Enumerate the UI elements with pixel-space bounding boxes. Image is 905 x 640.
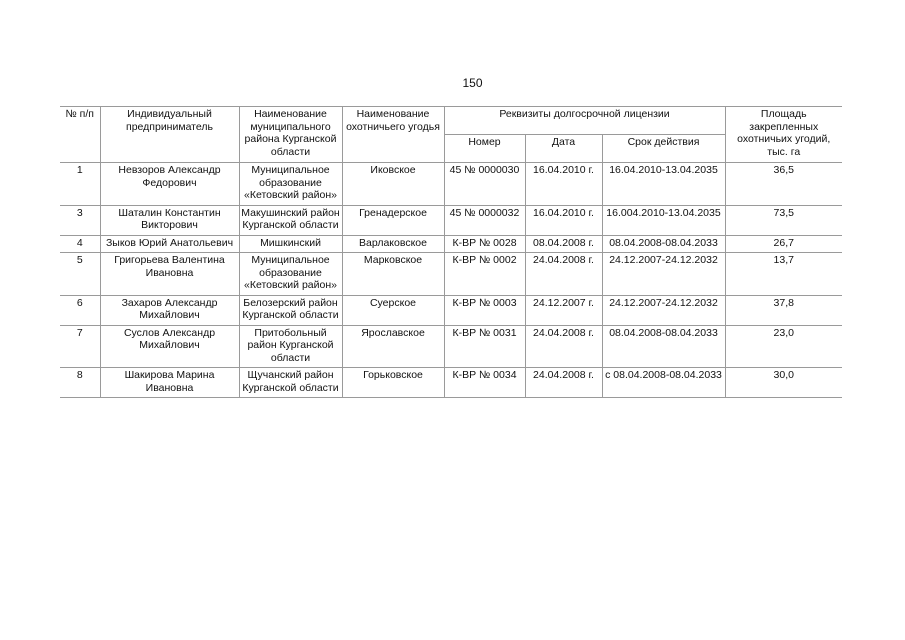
table-row: [60, 235, 842, 253]
cell-entrepreneur: Невзоров Александр Федорович: [100, 163, 239, 206]
cell-license-term: 16.04.2010-13.04.2035: [602, 163, 725, 206]
header-license-number: Номер: [444, 135, 525, 163]
cell-license-term: с 08.04.2008-08.04.2033: [602, 368, 725, 398]
table-row: [60, 295, 842, 325]
cell-license-date: 24.04.2008 г.: [525, 368, 602, 398]
cell-district: Мишкинский: [239, 235, 342, 253]
cell-num: 6: [60, 295, 100, 325]
cell-license-date: 24.12.2007 г.: [525, 295, 602, 325]
cell-entrepreneur: Зыков Юрий Анатольевич: [100, 235, 239, 253]
page-number: 150: [462, 76, 483, 90]
license-table: [60, 106, 842, 398]
cell-license-term: 08.04.2008-08.04.2033: [602, 325, 725, 368]
cell-num: 8: [60, 368, 100, 398]
cell-area: 30,0: [725, 368, 842, 398]
cell-entrepreneur: Захаров Александр Михайлович: [100, 295, 239, 325]
header-district: Наименование муниципального района Курганской области: [239, 107, 342, 163]
header-area: Площадь закрепленных охотничьих угодий, тыс. га: [725, 107, 842, 163]
cell-license-date: 24.04.2008 г.: [525, 253, 602, 296]
cell-license-date: 16.04.2010 г.: [525, 163, 602, 206]
cell-license-number: К-ВР № 0003: [444, 295, 525, 325]
cell-num: 5: [60, 253, 100, 296]
header-entrepreneur: Индивидуальный предприниматель: [100, 107, 239, 163]
cell-district: Макушинский район Курганской области: [239, 205, 342, 235]
table-row: [60, 205, 842, 235]
cell-license-date: 08.04.2008 г.: [525, 235, 602, 253]
cell-ground: Ярославское: [342, 325, 444, 368]
header-num: № п/п: [60, 107, 100, 163]
cell-license-term: 16.004.2010-13.04.2035: [602, 205, 725, 235]
cell-entrepreneur: Григорьева Валентина Ивановна: [100, 253, 239, 296]
table-row: [60, 325, 842, 368]
cell-license-date: 24.04.2008 г.: [525, 325, 602, 368]
cell-district: Белозерский район Курганской области: [239, 295, 342, 325]
cell-area: 37,8: [725, 295, 842, 325]
cell-license-term: 24.12.2007-24.12.2032: [602, 253, 725, 296]
cell-num: 4: [60, 235, 100, 253]
cell-license-date: 16.04.2010 г.: [525, 205, 602, 235]
cell-ground: Варлаковское: [342, 235, 444, 253]
cell-num: 1: [60, 163, 100, 206]
cell-license-number: 45 № 0000030: [444, 163, 525, 206]
cell-ground: Иковское: [342, 163, 444, 206]
cell-num: 3: [60, 205, 100, 235]
cell-num: 7: [60, 325, 100, 368]
cell-license-term: 08.04.2008-08.04.2033: [602, 235, 725, 253]
table-header: [60, 107, 842, 163]
cell-area: 26,7: [725, 235, 842, 253]
cell-entrepreneur: Шаталин Константин Викторович: [100, 205, 239, 235]
cell-entrepreneur: Суслов Александр Михайлович: [100, 325, 239, 368]
cell-district: Щучанский район Курганской области: [239, 368, 342, 398]
table-body: [60, 163, 842, 398]
cell-area: 36,5: [725, 163, 842, 206]
cell-license-term: 24.12.2007-24.12.2032: [602, 295, 725, 325]
table-row: [60, 368, 842, 398]
cell-ground: Суерское: [342, 295, 444, 325]
cell-ground: Горьковское: [342, 368, 444, 398]
cell-license-number: К-ВР № 0028: [444, 235, 525, 253]
cell-area: 23,0: [725, 325, 842, 368]
header-row: [60, 107, 842, 135]
header-license-date: Дата: [525, 135, 602, 163]
cell-entrepreneur: Шакирова Марина Ивановна: [100, 368, 239, 398]
table-row: [60, 163, 842, 206]
header-license-term: Срок действия: [602, 135, 725, 163]
cell-license-number: 45 № 0000032: [444, 205, 525, 235]
header-ground: Наименование охотничьего угодья: [342, 107, 444, 163]
cell-district: Притобольный район Курганской области: [239, 325, 342, 368]
cell-area: 73,5: [725, 205, 842, 235]
cell-ground: Марковское: [342, 253, 444, 296]
cell-ground: Гренадерское: [342, 205, 444, 235]
header-license-group: Реквизиты долгосрочной лицензии: [444, 107, 725, 135]
cell-district: Муниципальное образование «Кетовский район»: [239, 163, 342, 206]
cell-license-number: К-ВР № 0034: [444, 368, 525, 398]
table-row: [60, 253, 842, 296]
cell-license-number: К-ВР № 0002: [444, 253, 525, 296]
cell-district: Муниципальное образование «Кетовский район»: [239, 253, 342, 296]
cell-area: 13,7: [725, 253, 842, 296]
cell-license-number: К-ВР № 0031: [444, 325, 525, 368]
